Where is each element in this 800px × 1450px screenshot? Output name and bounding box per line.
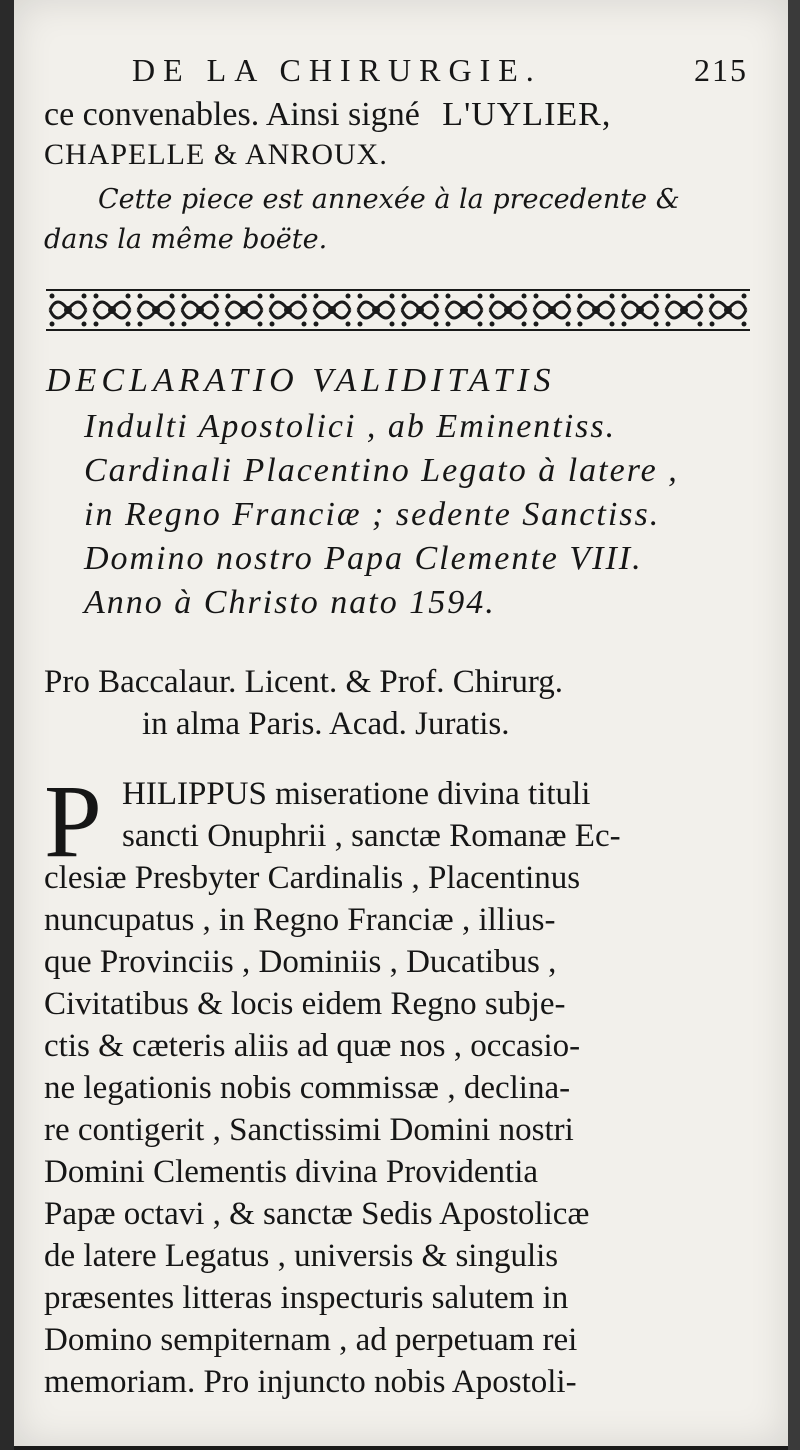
title-line-5: Domino nostro Papa Clemente VIII. xyxy=(84,540,643,577)
subtitle-line-1: Pro Baccalaur. Licent. & Prof. Chirurg. xyxy=(44,664,564,700)
note-line-1: Cette piece est annexée à la precedente & xyxy=(98,184,680,215)
body-line-14: Domino sempiternam , ad perpetuam rei xyxy=(44,1322,578,1358)
intro-line-1 xyxy=(44,96,611,134)
book-page xyxy=(14,0,788,1446)
subtitle-line-2: in alma Paris. Acad. Juratis. xyxy=(142,706,510,742)
intro-text: ce convenables. Ainsi signé xyxy=(44,96,420,133)
body-line-12: de latere Legatus , universis & singulis xyxy=(44,1238,559,1274)
page-right-edge xyxy=(788,0,800,1450)
running-head: DE LA CHIRURGIE. xyxy=(132,52,542,88)
page-number: 215 xyxy=(694,52,748,88)
body-line-3: clesiæ Presbyter Cardinalis , Placentinus xyxy=(44,860,581,896)
drop-cap: P xyxy=(44,764,102,879)
body-line-2: sancti Onuphrii , sanctæ Romanæ Ec- xyxy=(122,818,621,854)
body-line-8: ne legationis nobis commissæ , declina- xyxy=(44,1070,571,1106)
body-line-11: Papæ octavi , & sanctæ Sedis Apostolicæ xyxy=(44,1196,590,1232)
body-line-6: Civitatibus & locis eidem Regno subje- xyxy=(44,986,566,1022)
intro-line-2: CHAPELLE & ANROUX. xyxy=(44,138,388,171)
body-line-10: Domini Clementis divina Providentia xyxy=(44,1154,539,1190)
title-line-1: DECLARATIO VALIDITATIS xyxy=(46,362,556,399)
body-line-9: re contigerit , Sanctissimi Domini nostri xyxy=(44,1112,574,1148)
title-line-6: Anno à Christo nato 1594. xyxy=(84,584,496,621)
ornament-band xyxy=(46,288,750,332)
body-line-5: que Provinciis , Dominiis , Ducatibus , xyxy=(44,944,557,980)
signature-name: L'UYLIER, xyxy=(442,96,612,133)
title-line-4: in Regno Franciæ ; sedente Sanctiss. xyxy=(84,496,661,533)
note-line-2: dans la même boëte. xyxy=(44,224,328,255)
page-header xyxy=(14,52,788,92)
title-line-3: Cardinali Placentino Legato à latere , xyxy=(84,452,679,489)
page-left-edge xyxy=(0,0,14,1450)
body-line-13: præsentes litteras inspecturis salutem in xyxy=(44,1280,569,1316)
title-line-2: Indulti Apostolici , ab Eminentiss. xyxy=(84,408,617,445)
body-line-7: ctis & cæteris aliis ad quæ nos , occasio- xyxy=(44,1028,581,1064)
body-line-4: nuncupatus , in Regno Franciæ , illius- xyxy=(44,902,556,938)
body-line-15: memoriam. Pro injuncto nobis Apostoli- xyxy=(44,1364,577,1400)
body-line-1: HILIPPUS miseratione divina tituli xyxy=(122,776,591,812)
